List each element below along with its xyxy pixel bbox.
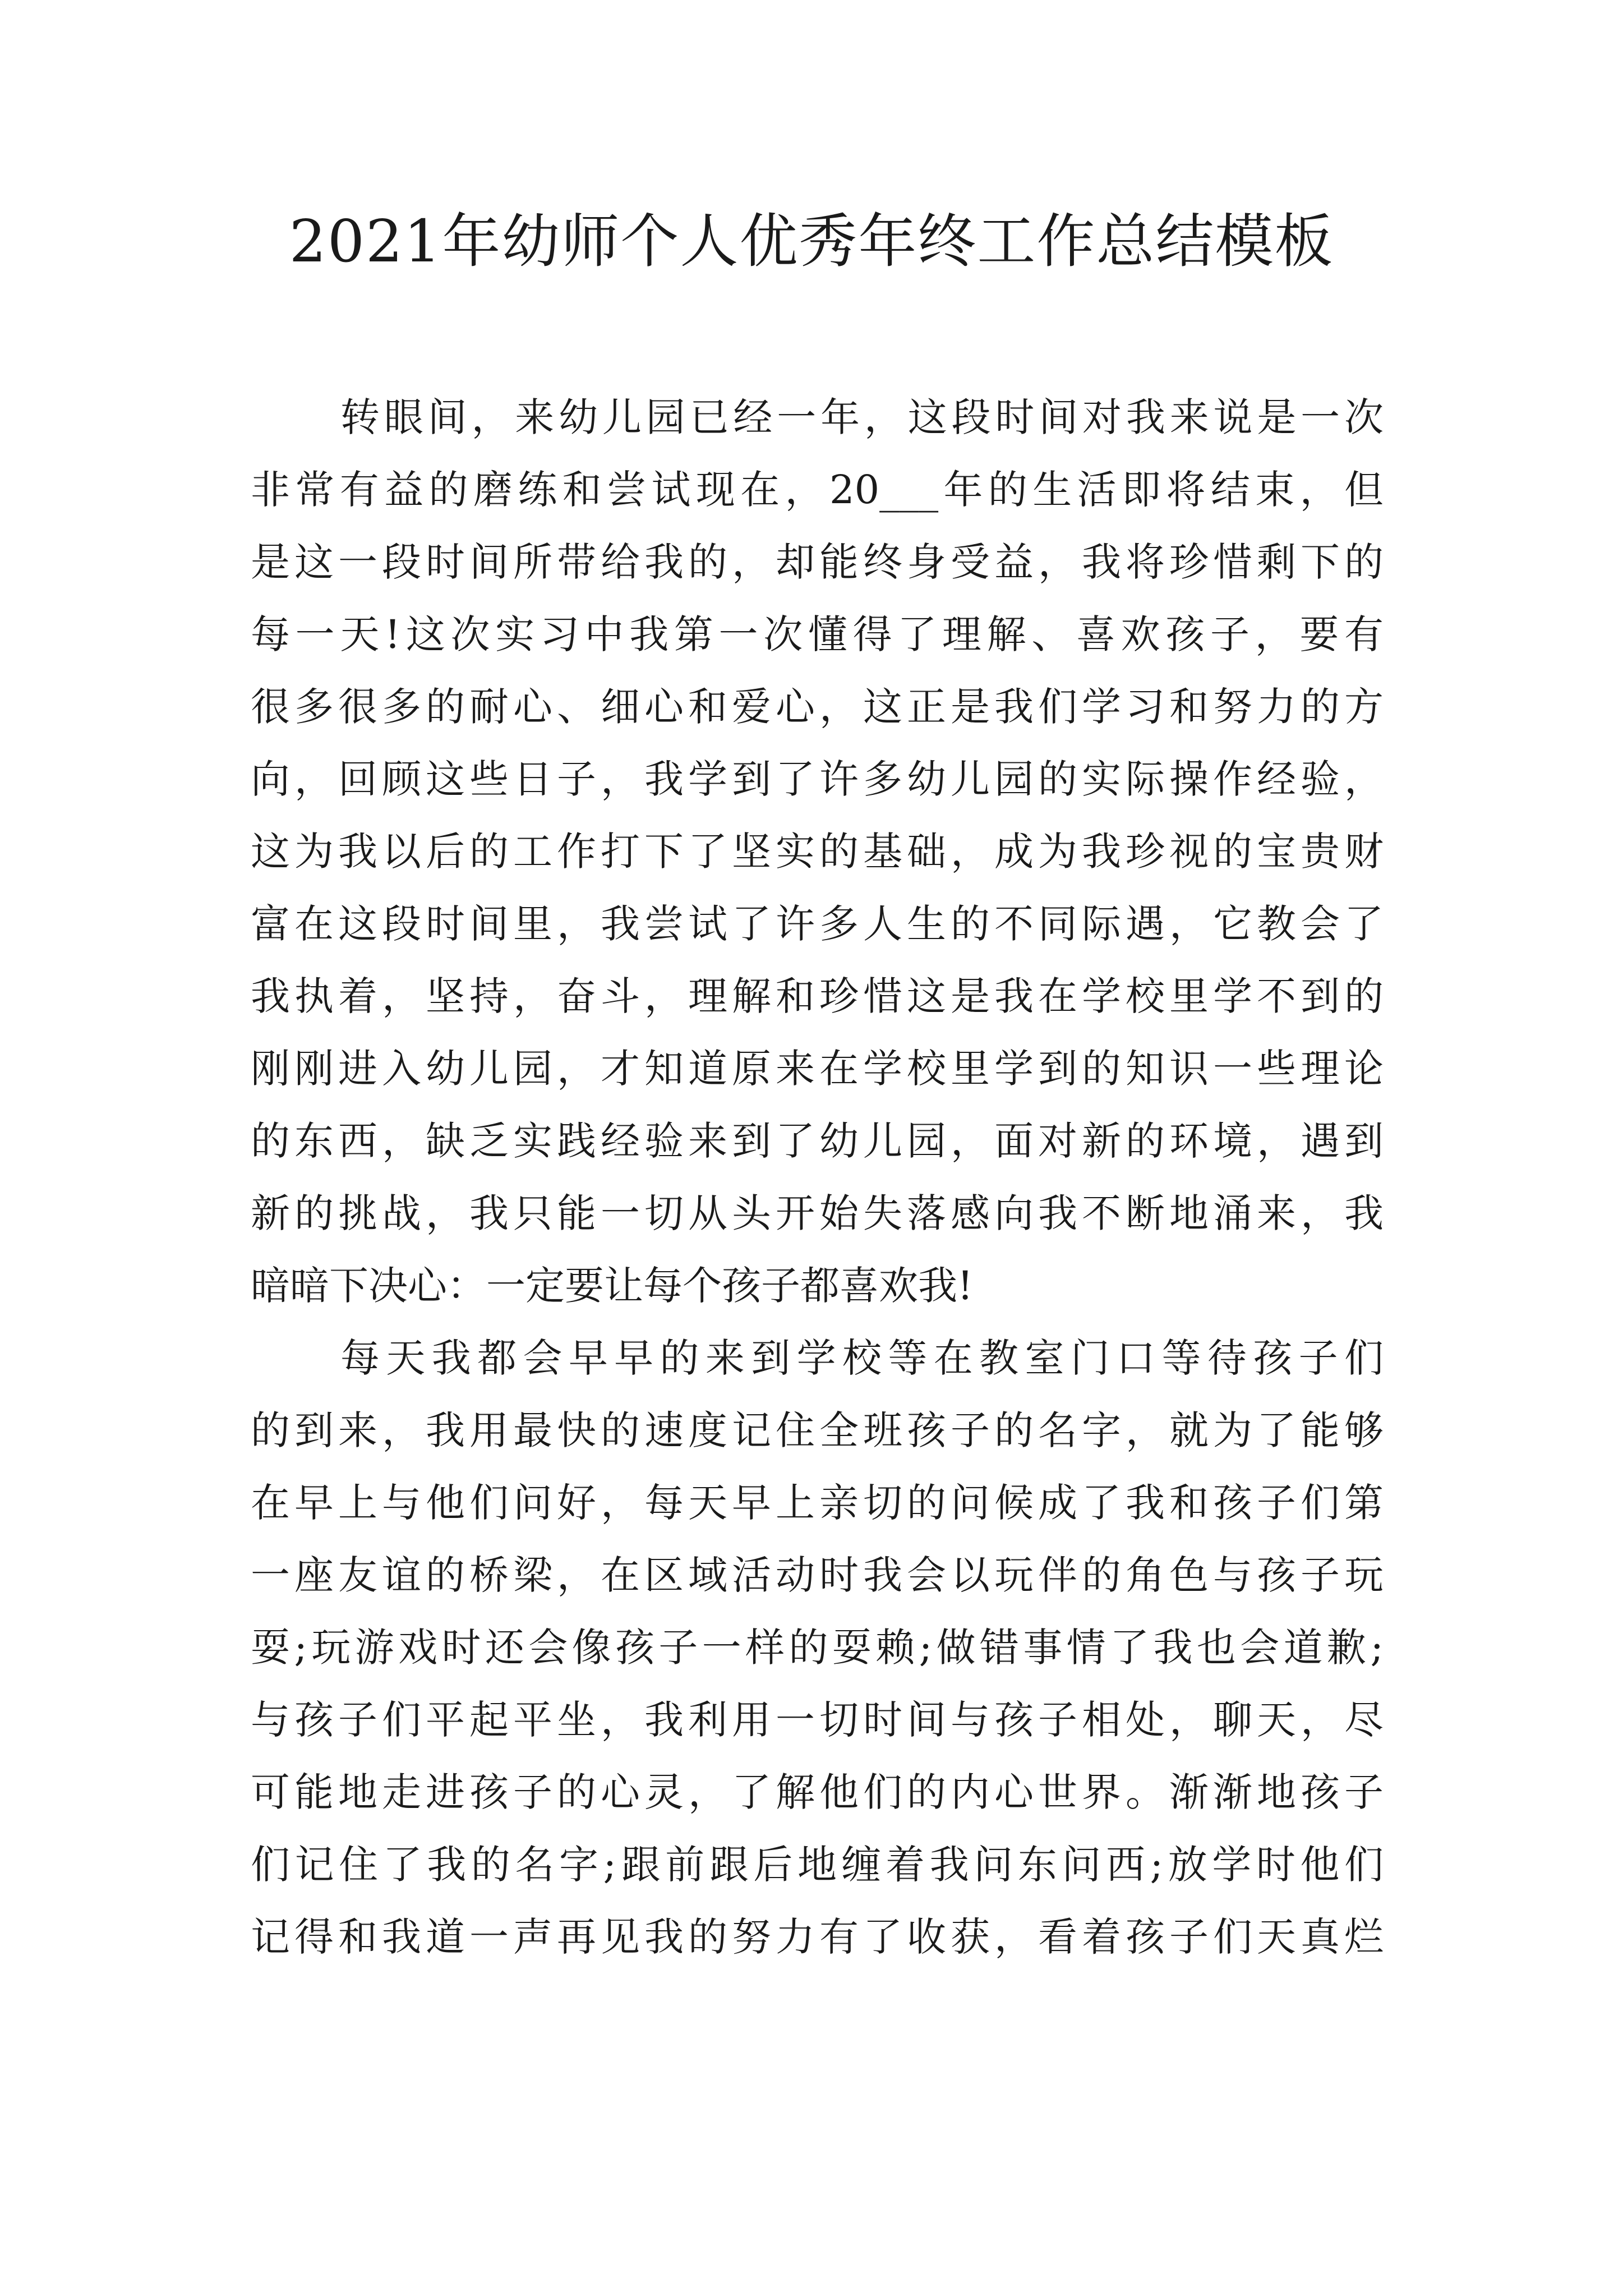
text-line: 一座友谊的桥梁，在区域活动时我会以玩伴的角色与孩子玩 bbox=[251, 1552, 1384, 1598]
document-title: 2021年幼师个人优秀年终工作总结模板 bbox=[289, 207, 1334, 275]
text-line: 在早上与他们问好，每天早上亲切的问候成了我和孩子们第 bbox=[251, 1480, 1384, 1526]
text-line: 耍;玩游戏时还会像孩子一样的耍赖;做错事情了我也会道歉; bbox=[251, 1625, 1384, 1671]
text-line: 富在这段时间里，我尝试了许多人生的不同际遇，它教会了 bbox=[251, 901, 1384, 947]
document-body bbox=[251, 381, 1384, 1973]
text-line: 这为我以后的工作打下了坚实的基础，成为我珍视的宝贵财 bbox=[251, 829, 1384, 875]
text-line: 非常有益的磨练和尝试现在，20___年的生活即将结束，但 bbox=[251, 467, 1384, 513]
text-line: 们记住了我的名字;跟前跟后地缠着我问东问西;放学时他们 bbox=[251, 1842, 1384, 1888]
text-line: 的东西，缺乏实践经验来到了幼儿园，面对新的环境，遇到 bbox=[251, 1118, 1384, 1164]
text-line: 刚刚进入幼儿园，才知道原来在学校里学到的知识一些理论 bbox=[251, 1046, 1384, 1092]
text-line: 向，回顾这些日子，我学到了许多幼儿园的实际操作经验， bbox=[251, 756, 1384, 802]
text-line: 每天我都会早早的来到学校等在教室门口等待孩子们 bbox=[340, 1335, 1384, 1381]
text-line: 是这一段时间所带给我的，却能终身受益，我将珍惜剩下的 bbox=[251, 539, 1384, 585]
paragraph-1 bbox=[251, 381, 1384, 1322]
paragraph-2 bbox=[251, 1322, 1384, 1973]
text-line: 很多很多的耐心、细心和爱心，这正是我们学习和努力的方 bbox=[251, 684, 1384, 730]
text-line: 可能地走进孩子的心灵，了解他们的内心世界。渐渐地孩子 bbox=[251, 1769, 1384, 1815]
text-line: 记得和我道一声再见我的努力有了收获，看着孩子们天真烂 bbox=[251, 1914, 1384, 1960]
text-line: 每一天!这次实习中我第一次懂得了理解、喜欢孩子，要有 bbox=[251, 611, 1384, 657]
text-line: 的到来，我用最快的速度记住全班孩子的名字，就为了能够 bbox=[251, 1407, 1384, 1453]
text-line: 与孩子们平起平坐，我利用一切时间与孩子相处，聊天，尽 bbox=[251, 1697, 1384, 1743]
text-line: 暗暗下决心：一定要让每个孩子都喜欢我! bbox=[251, 1263, 974, 1309]
text-line: 转眼间，来幼儿园已经一年，这段时间对我来说是一次 bbox=[340, 394, 1384, 440]
text-line: 我执着，坚持，奋斗，理解和珍惜这是我在学校里学不到的 bbox=[251, 973, 1384, 1019]
text-line: 新的挑战，我只能一切从头开始失落感向我不断地涌来，我 bbox=[251, 1190, 1384, 1236]
